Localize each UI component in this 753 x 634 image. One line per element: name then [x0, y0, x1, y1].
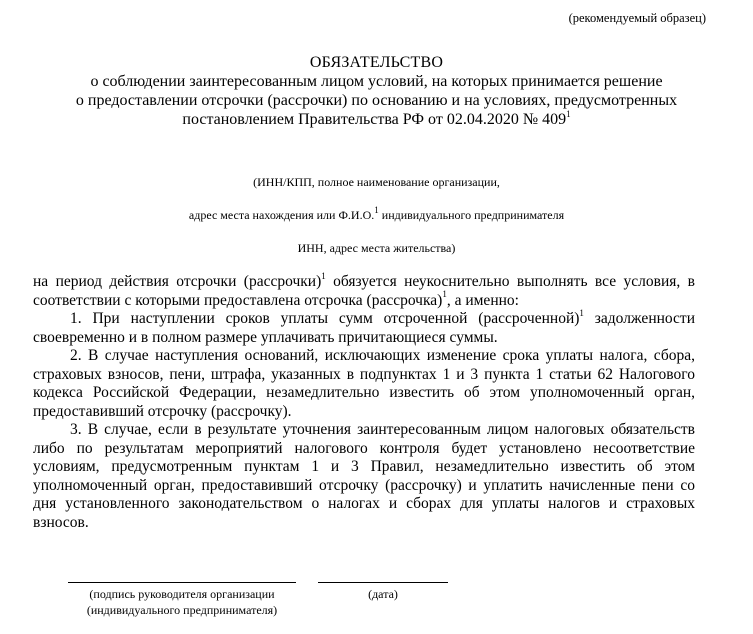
intro-paragraph	[33, 270, 695, 310]
clause-2: 2. В случае наступления оснований, исключающих изменение срока уплаты налога, сбора, страховых взносов, пени, штрафа, указанных в подпунктах 1 и 3 пункта 1 статьи 62 Налогового кодекса Российской Федерации, незамедлительно известить об этом уполномоченный орган, предоставивший отсрочку (рассрочку).	[33, 347, 695, 420]
footnote-marker: 1	[579, 307, 584, 318]
fill-field-line-2	[0, 205, 753, 223]
signature-line	[68, 582, 296, 583]
footnote-marker: 1	[321, 270, 326, 281]
document-title-block	[0, 53, 753, 129]
fill-field-line-1: (ИНН/КПП, полное наименование организации,	[253, 175, 500, 189]
clause-1-text-b: задолженности своевременно и в полном размере уплачивать причитающиеся суммы.	[33, 310, 695, 346]
title-subtitle-line-3	[0, 110, 753, 129]
document-title: ОБЯЗАТЕЛЬСТВО	[309, 54, 444, 71]
intro-text-b: обязуется неукоснительно выполнять все условия, в соответствии с которыми предоставлена отсрочка (рассрочка)	[33, 273, 695, 309]
footnote-marker: 1	[442, 289, 447, 300]
date-caption: (дата)	[368, 587, 398, 601]
signature-caption	[60, 586, 304, 618]
title-subtitle-line-1: о соблюдении заинтересованным лицом условий, на которых принимается решение	[90, 73, 663, 90]
sample-note: (рекомендуемый образец)	[568, 11, 706, 25]
date-line	[318, 582, 448, 583]
fill-field-line-2-a: адрес места нахождения или Ф.И.О.	[188, 208, 375, 222]
clause-3: 3. В случае, если в результате уточнения заинтересованным лицом налоговых обязательств либо по результатам мероприятий налогового контроля будет установлено несоответствие условиям, предусмотренным пунктам 1 и 3 Правил, незамедлительно известить об этом уполномоченный орган, предоставивший отсрочку (рассрочку) и уплатить начисленные пени со дня установленного законодательством о налогах и сборах для уплаты налогов и страховых взносов.	[33, 421, 695, 531]
title-subtitle-line-2: о предоставлении отсрочки (рассрочки) по основанию и на условиях, предусмотренных	[75, 92, 678, 109]
intro-text-c: , а именно:	[446, 291, 519, 309]
intro-text-a: на период действия отсрочки (рассрочки)	[33, 273, 322, 290]
obligation-body	[33, 270, 695, 532]
fill-field-line-3: ИНН, адрес места жительства)	[297, 241, 456, 255]
clause-1-text-a: 1. При наступлении сроков уплаты сумм отсроченной (рассроченной)	[70, 310, 580, 327]
fill-field-line-2-b: индивидуального предпринимателя	[378, 208, 565, 222]
signature-caption-line-2: (индивидуального предпринимателя)	[86, 603, 278, 617]
clause-1	[33, 307, 695, 347]
footnote-marker: 1	[374, 205, 379, 215]
title-subtitle-line-3-text: постановлением Правительства РФ от 02.04.2020 № 409	[182, 111, 567, 128]
footnote-marker: 1	[566, 108, 571, 119]
signature-caption-line-1: (подпись руководителя организации	[89, 587, 275, 601]
